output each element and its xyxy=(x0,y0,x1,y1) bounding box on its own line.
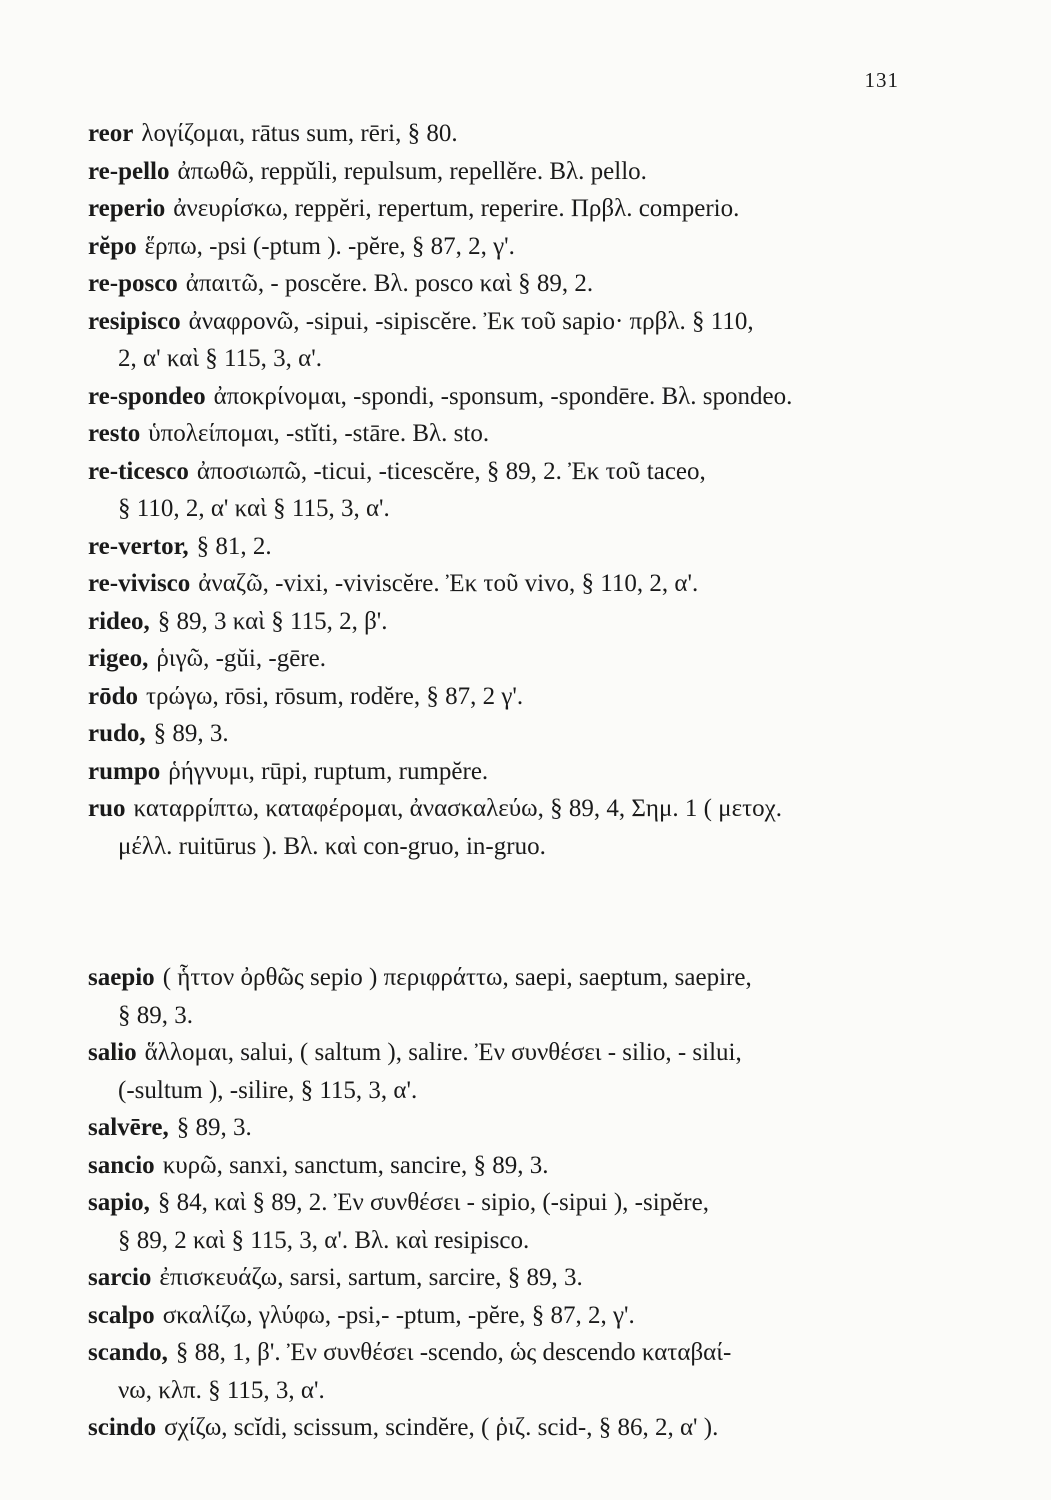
dictionary-entry xyxy=(88,153,903,191)
dictionary-entry xyxy=(88,640,903,678)
dictionary-entry xyxy=(88,190,903,228)
entry-definition: σχίζω, scĭdi, scissum, scindĕre, ( ῥιζ. scid-, § 86, 2, α' ). xyxy=(164,1414,719,1441)
entry-definition: § 89, 3 καὶ § 115, 2, β'. xyxy=(157,607,388,635)
dictionary-entry xyxy=(88,378,903,416)
dictionary-entry xyxy=(88,453,903,528)
entry-headword: sarcio xyxy=(88,1264,152,1291)
entry-headword: rōdo xyxy=(88,682,138,710)
entry-continuation: νω, κλπ. § 115, 3, α'. xyxy=(118,1376,325,1404)
entry-headword: sancio xyxy=(88,1151,155,1179)
entry-headword: scindo xyxy=(88,1414,157,1441)
dictionary-entry xyxy=(88,790,903,865)
entry-headword: resto xyxy=(88,420,141,447)
entries-group-s xyxy=(88,959,903,1447)
entry-definition: ῥιγῶ, -gŭi, -gēre. xyxy=(156,645,326,672)
entry-headword: rideo, xyxy=(88,607,150,635)
entry-headword: sapio, xyxy=(88,1189,150,1216)
entry-continuation: § 89, 2 καὶ § 115, 3, α'. Βλ. καὶ resipisco. xyxy=(118,1226,530,1254)
dictionary-entry xyxy=(88,1334,903,1409)
entry-headword: reor xyxy=(88,120,134,147)
dictionary-entry xyxy=(88,603,903,641)
entry-continuation: 2, α' καὶ § 115, 3, α'. xyxy=(118,345,322,372)
entry-definition: ῥήγνυμι, rūpi, ruptum, rumpĕre. xyxy=(168,757,489,785)
dictionary-entry xyxy=(88,115,903,153)
entry-continuation: (-sultum ), -silire, § 115, 3, α'. xyxy=(118,1076,418,1104)
dictionary-entry xyxy=(88,1184,903,1259)
dictionary-entry xyxy=(88,753,903,791)
entries-group-r xyxy=(88,115,903,865)
dictionary-entry xyxy=(88,565,903,603)
entry-definition: § 84, καὶ § 89, 2. Ἐν συνθέσει - sipio, (-sipui ), -sipĕre, xyxy=(157,1189,709,1216)
dictionary-entry xyxy=(88,1409,903,1447)
entry-headword: ruo xyxy=(88,795,126,822)
dictionary-entry xyxy=(88,528,903,566)
section-divider xyxy=(88,865,903,959)
entry-definition: κυρῶ, sanxi, sanctum, sancire, § 89, 3. xyxy=(162,1151,549,1179)
entry-continuation: § 110, 2, α' καὶ § 115, 3, α'. xyxy=(118,495,390,522)
entry-definition: ἐπισκευάζω, sarsi, sartum, sarcire, § 89, 3. xyxy=(159,1264,583,1291)
entry-headword: re-ticesco xyxy=(88,457,189,485)
dictionary-entry xyxy=(88,1297,903,1335)
entry-headword: resipisco xyxy=(88,307,181,335)
entry-definition: ἀπαιτῶ, - poscĕre. Βλ. posco καὶ § 89, 2. xyxy=(185,270,594,297)
entry-headword: re-pello xyxy=(88,157,170,185)
entry-definition: § 81, 2. xyxy=(196,532,272,560)
entry-headword: re-spondeo xyxy=(88,382,206,410)
dictionary-entry xyxy=(88,959,903,1034)
entry-headword: rĕpo xyxy=(88,232,137,260)
entry-headword: saepio xyxy=(88,964,155,991)
entry-headword: rumpo xyxy=(88,757,161,785)
dictionary-entry xyxy=(88,1259,903,1297)
dictionary-entry xyxy=(88,1034,903,1109)
entry-headword: salvēre, xyxy=(88,1114,169,1141)
entry-definition: ἀποκρίνομαι, -spondi, -sponsum, -spondēre. Βλ. spondeo. xyxy=(213,382,793,410)
entry-definition: ἀποσιωπῶ, -ticui, -ticescĕre, § 89, 2. Ἐκ τοῦ taceo, xyxy=(196,457,706,485)
dictionary-entry xyxy=(88,415,903,453)
entry-headword: re-vivisco xyxy=(88,570,191,597)
entry-definition: ἀναζῶ, -vixi, -viviscĕre. Ἐκ τοῦ vivo, § 110, 2, α'. xyxy=(198,570,699,597)
dictionary-entry xyxy=(88,678,903,716)
entry-headword: re-posco xyxy=(88,270,178,297)
entry-headword: salio xyxy=(88,1039,137,1066)
entry-definition: ἕρπω, -psi (-ptum ). -pĕre, § 87, 2, γ'. xyxy=(144,232,515,260)
dictionary-entry xyxy=(88,303,903,378)
entry-headword: re-vertor, xyxy=(88,532,189,560)
entry-definition: ὑπολείπομαι, -stĭti, -stāre. Βλ. sto. xyxy=(148,420,490,447)
entries-list xyxy=(88,115,903,1447)
entry-definition: ἀναφρονῶ, -sipui, -sipiscĕre. Ἐκ τοῦ sapio· πρβλ. § 110, xyxy=(188,307,754,335)
entry-definition: § 89, 3. xyxy=(153,720,229,747)
page-number: 131 xyxy=(864,68,899,92)
dictionary-entry xyxy=(88,715,903,753)
dictionary-entry xyxy=(88,228,903,266)
entry-headword: scando, xyxy=(88,1339,168,1366)
entry-definition: καταρρίπτω, καταφέρομαι, ἀνασκαλεύω, § 89, 4, Σημ. 1 ( μετοχ. xyxy=(133,795,782,822)
dictionary-entry xyxy=(88,1147,903,1185)
entry-definition: τρώγω, rōsi, rōsum, rodĕre, § 87, 2 γ'. xyxy=(146,682,524,710)
entry-definition: ἀπωθῶ, reppŭli, repulsum, repellĕre. Βλ. pello. xyxy=(177,157,647,185)
entry-definition: ( ἧττον ὀρθῶς sepio ) περιφράττω, saepi, saeptum, saepire, xyxy=(162,964,752,991)
dictionary-entry xyxy=(88,265,903,303)
entry-headword: rudo, xyxy=(88,720,146,747)
entry-headword: scalpo xyxy=(88,1301,155,1329)
entry-definition: ἀνευρίσκω, reppĕri, repertum, reperire. Πρβλ. comperio. xyxy=(173,195,740,222)
entry-definition: § 89, 3. xyxy=(176,1114,252,1141)
entry-definition: σκαλίζω, γλύφω, -psi,- -ptum, -pĕre, § 87, 2, γ'. xyxy=(162,1301,635,1329)
entry-definition: λογίζομαι, rātus sum, rēri, § 80. xyxy=(141,120,458,147)
entry-continuation: μέλλ. ruitūrus ). Βλ. καὶ con-gruo, in-gruo. xyxy=(118,832,546,860)
entry-headword: rigeo, xyxy=(88,645,149,672)
entry-headword: reperio xyxy=(88,195,166,222)
entry-continuation: § 89, 3. xyxy=(118,1001,193,1029)
entry-definition: ἅλλομαι, salui, ( saltum ), salire. Ἐν συνθέσει - silio, - silui, xyxy=(144,1039,742,1066)
dictionary-entry xyxy=(88,1109,903,1147)
entry-definition: § 88, 1, β'. Ἐν συνθέσει -scendo, ὡς descendo καταβαί- xyxy=(175,1339,732,1366)
